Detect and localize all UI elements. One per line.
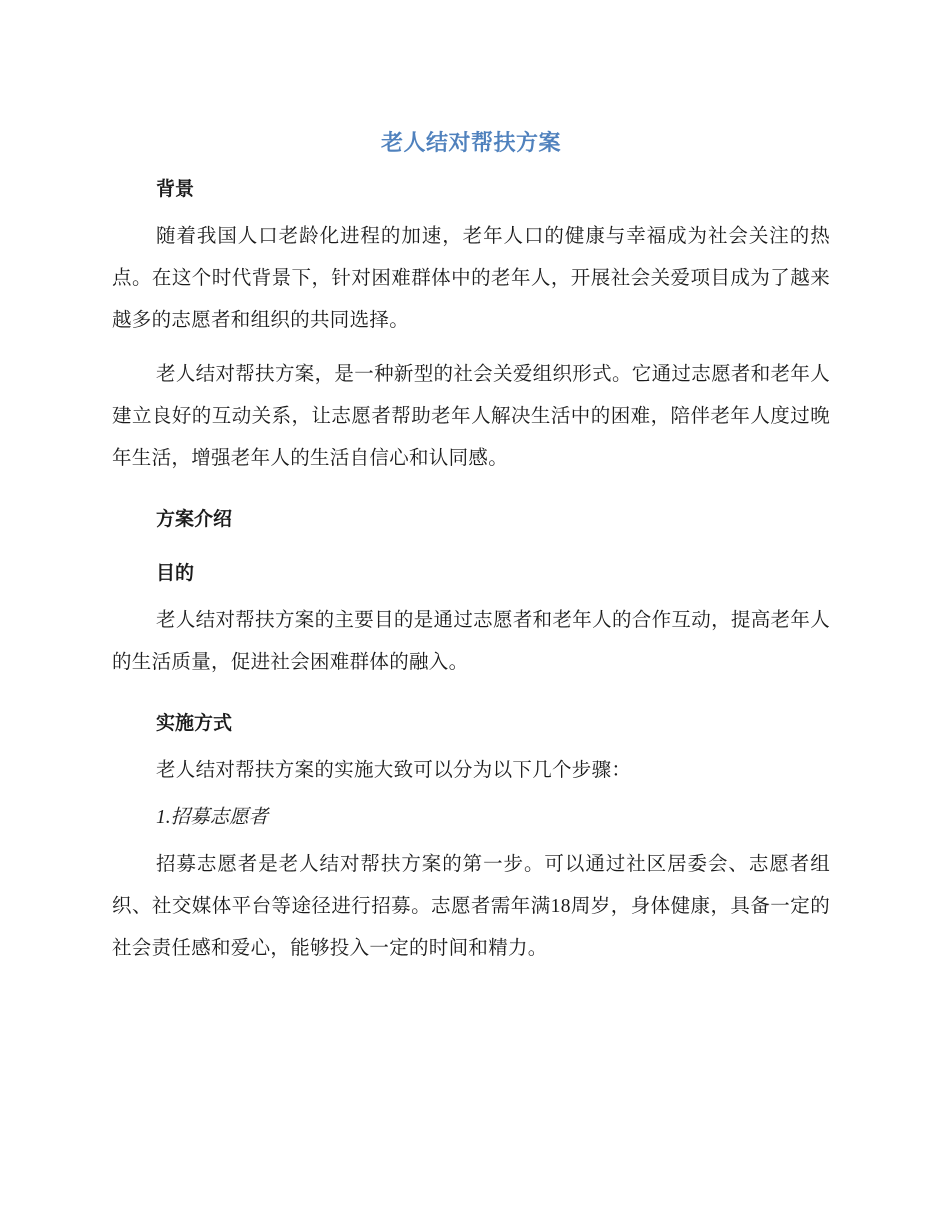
- document-title: 老人结对帮扶方案: [380, 130, 561, 155]
- section-heading-intro: 方案介绍: [156, 509, 233, 530]
- section-heading-method: 实施方式: [156, 713, 233, 734]
- paragraph-background-1: 随着我国人口老龄化进程的加速，老年人口的健康与幸福成为社会关注的热点。在这个时代背景下，针对困难群体中的老年人，开展社会关爱项目成为了越来越多的志愿者和组织的共同选择。: [112, 226, 830, 331]
- paragraph-purpose: 老人结对帮扶方案的主要目的是通过志愿者和老年人的合作互动，提高老年人的生活质量，促进社会困难群体的融入。: [112, 610, 830, 673]
- section-heading-background: 背景: [156, 179, 195, 200]
- paragraph-background-2: 老人结对帮扶方案，是一种新型的社会关爱组织形式。它通过志愿者和老年人建立良好的互动关系，让志愿者帮助老年人解决生活中的困难，陪伴老年人度过晚年生活，增强老年人的生活自信心和认同感。: [112, 364, 830, 469]
- paragraph-method: 老人结对帮扶方案的实施大致可以分为以下几个步骤：: [156, 760, 632, 781]
- document-body: [112, 124, 830, 970]
- paragraph-recruit: 招募志愿者是老人结对帮扶方案的第一步。可以通过社区居委会、志愿者组织、社交媒体平台等途径进行招募。志愿者需年满18周岁，身体健康，具备一定的社会责任感和爱心，能够投入一定的时间和精力。: [112, 854, 830, 959]
- step-heading-recruit: 1.招募志愿者: [156, 807, 269, 828]
- section-heading-purpose: 目的: [156, 563, 195, 584]
